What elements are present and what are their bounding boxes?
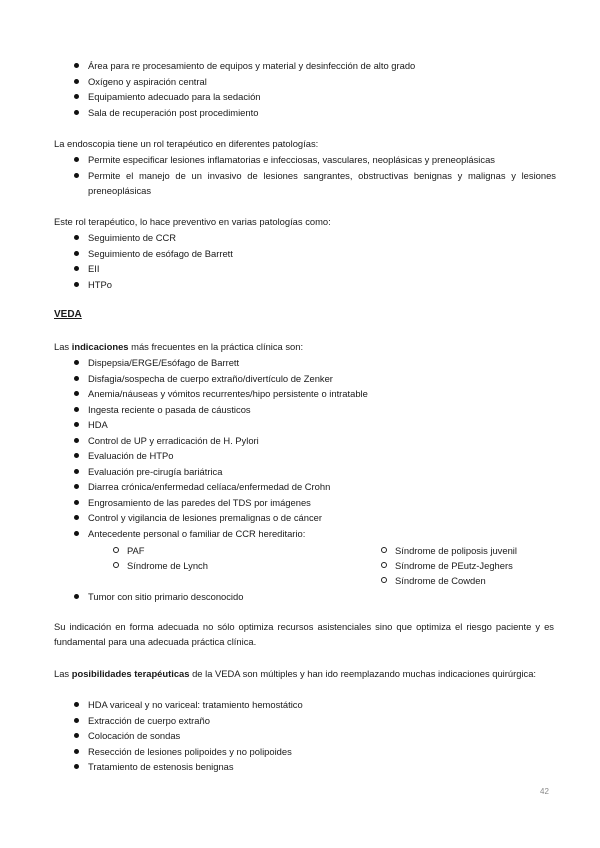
section-heading-veda: VEDA <box>54 309 82 320</box>
list-item: Disfagia/sospecha de cuerpo extraño/divertículo de Zenker <box>88 371 600 387</box>
text-segment: más frecuentes en la práctica clínica son: <box>128 341 304 352</box>
list-item: Tumor con sitio primario desconocido <box>88 589 600 605</box>
list-item: Evaluación de HTPo <box>88 448 600 464</box>
bold-term: indicaciones <box>71 341 129 352</box>
list-item: Control de UP y erradicación de H. Pylori <box>88 433 600 449</box>
list-item: Oxígeno y aspiración central <box>88 74 600 90</box>
therapeutic-possibilities-list <box>0 697 600 775</box>
list-item: Área para re procesamiento de equipos y material y desinfección de alto grado <box>88 58 600 74</box>
paragraph-appropriate-indication: Su indicación en forma adecuada no sólo optimiza recursos asistenciales sino que optimiza el riesgo paciente y es fundamental para una adecuada práctica clínica. <box>54 621 554 647</box>
text-segment: Las <box>54 668 72 679</box>
list-item: Sala de recuperación post procedimiento <box>88 105 600 121</box>
list-item: Equipamiento adecuado para la sedación <box>88 89 600 105</box>
list-item: Ingesta reciente o pasada de cáusticos <box>88 402 600 418</box>
list-item: Anemia/náuseas y vómitos recurrentes/hipo persistente o intratable <box>88 386 600 402</box>
list-item: Dispepsia/ERGE/Esófago de Barrett <box>88 355 600 371</box>
text-segment: de la VEDA son múltiples y han ido reemplazando muchas indicaciones quirúrgica: <box>189 668 537 679</box>
preventive-list <box>0 230 600 292</box>
list-item: Seguimiento de esófago de Barrett <box>88 246 600 262</box>
sub-list-item: Síndrome de Cowden <box>395 573 517 588</box>
paragraph-therapeutic-possibilities <box>54 667 554 682</box>
bold-term: posibilidades terapéuticas <box>71 668 190 679</box>
sub-list-item: Síndrome de poliposis juvenil <box>395 545 517 556</box>
hereditary-syndromes-right <box>395 543 517 588</box>
unknown-primary-list <box>0 589 600 605</box>
list-item: Permite especificar lesiones inflamatorias e infecciosas, vasculares, neoplásicas y preneoplásicas <box>88 152 556 168</box>
therapeutic-role-list <box>0 152 556 199</box>
list-item: Colocación de sondas <box>88 728 600 744</box>
hereditary-syndromes-left <box>127 543 208 573</box>
list-item: HTPo <box>88 277 600 293</box>
list-item: Control y vigilancia de lesiones premalignas o de cáncer <box>88 510 600 526</box>
page-number: 42 <box>540 787 549 796</box>
list-item: EII <box>88 261 600 277</box>
list-item: Resección de lesiones polipoides y no polipoides <box>88 744 600 760</box>
list-item: Tratamiento de estenosis benignas <box>88 759 600 775</box>
text-segment: Las <box>54 341 72 352</box>
list-item: Engrosamiento de las paredes del TDS por imágenes <box>88 495 600 511</box>
list-item: Diarrea crónica/enfermedad celíaca/enfermedad de Crohn <box>88 479 600 495</box>
list-item: Extracción de cuerpo extraño <box>88 713 600 729</box>
paragraph-indications <box>54 340 554 355</box>
indications-list <box>0 355 600 541</box>
list-item: HDA variceal y no variceal: tratamiento hemostático <box>88 697 600 713</box>
list-item: Permite el manejo de un invasivo de lesiones sangrantes, obstructivas benignas y malignas y lesiones preneoplásicas <box>88 168 556 199</box>
sub-list-item: PAF <box>127 543 208 558</box>
list-item: Evaluación pre-cirugía bariátrica <box>88 464 600 480</box>
paragraph-therapeutic-role: La endoscopia tiene un rol terapéutico en diferentes patologías: <box>54 138 319 149</box>
paragraph-preventive-role: Este rol terapéutico, lo hace preventivo en varias patologías como: <box>54 216 331 227</box>
list-item: Seguimiento de CCR <box>88 230 600 246</box>
list-item: Antecedente personal o familiar de CCR hereditario: <box>88 526 600 542</box>
sub-list-item: Síndrome de PEutz-Jeghers <box>395 558 517 573</box>
facilities-list <box>0 58 600 120</box>
sub-list-item: Síndrome de Lynch <box>127 560 208 571</box>
list-item: HDA <box>88 417 600 433</box>
